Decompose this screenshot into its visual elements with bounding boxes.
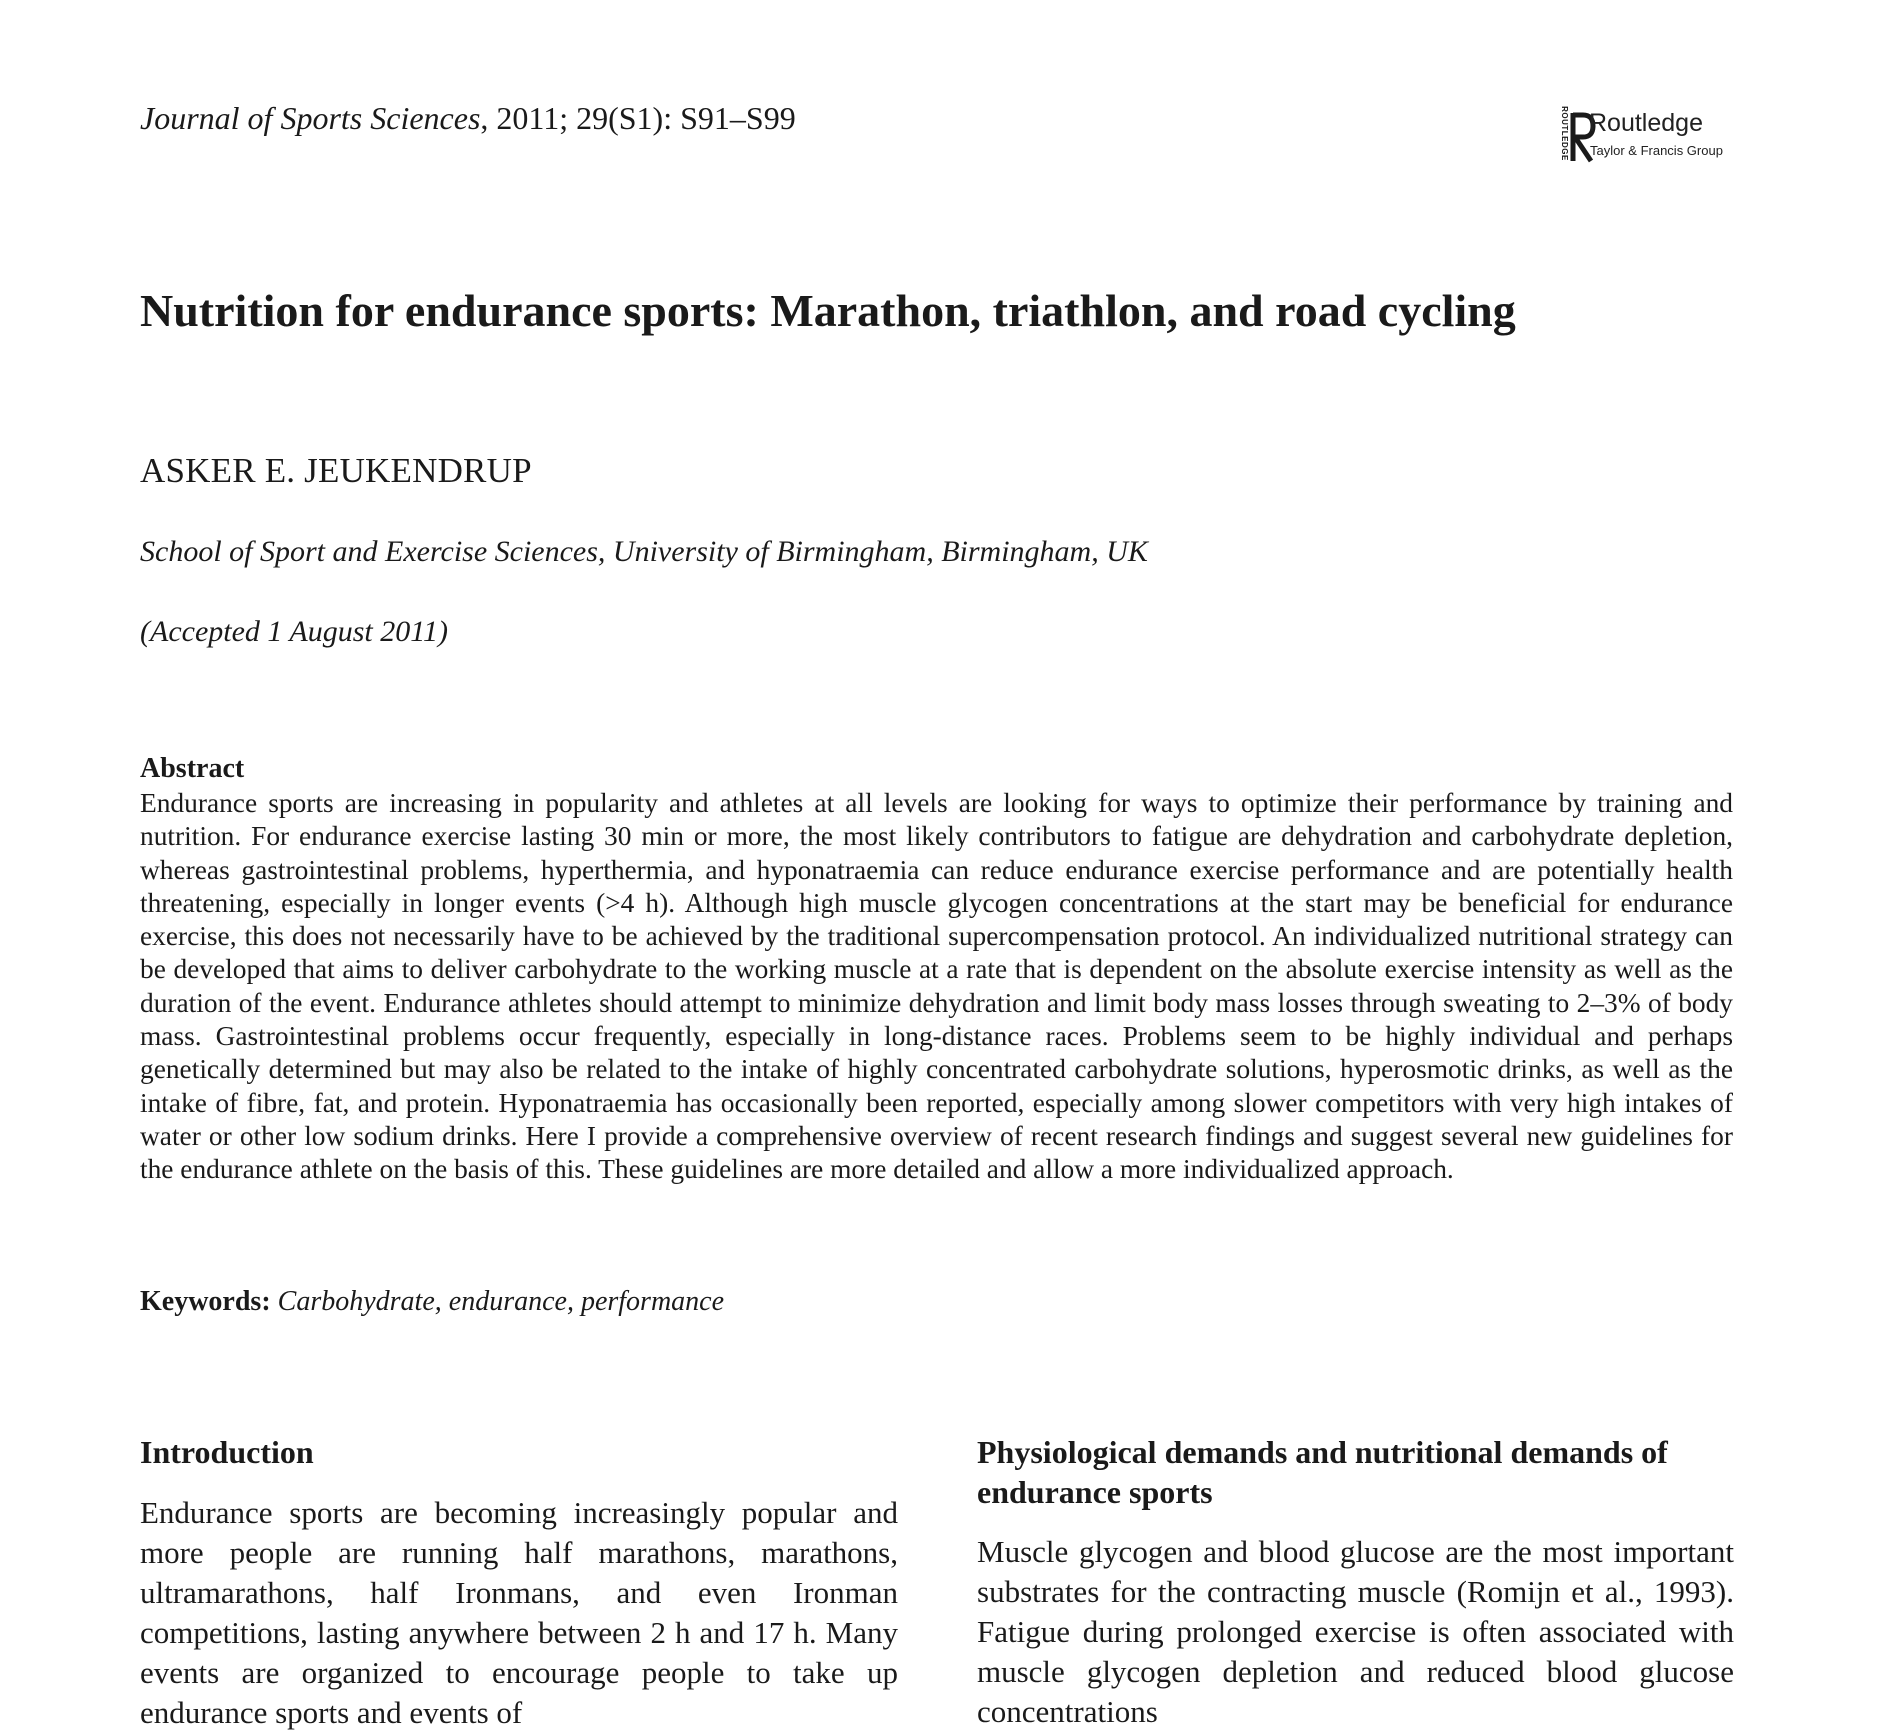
physiological-heading: Physiological demands and nutritional demands of endurance sports	[977, 1434, 1668, 1510]
abstract-text: Endurance sports are increasing in popularity and athletes at all levels are looking for ways to optimize their performance by training and nutrition. For endurance exercise lasting 30 min or more, the most likely contributors to fatigue are dehydration and carbohydrate depletion, whereas gastrointestinal problems, hyperthermia, and hyponatraemia can reduce endurance exercise performance and are potentially health threatening, especially in longer events (>4 h). Although high muscle glycogen concentrations at the start may be beneficial for endurance exercise, this does not necessarily have to be achieved by the traditional supercompensation protocol. An individualized nutritional strategy can be developed that aims to deliver carbohydrate to the working muscle at a rate that is dependent on the absolute exercise intensity as well as the duration of the event. Endurance athletes should attempt to minimize dehydration and limit body mass losses through sweating to 2–3% of body mass. Gastrointestinal problems occur frequently, especially in long-distance races. Problems seem to be highly individual and perhaps genetically determined but may also be related to the intake of highly concentrated carbohydrate solutions, hyperosmotic drinks, as well as the intake of fibre, fat, and protein. Hyponatraemia has occasionally been reported, especially among slower competitors with very high intakes of water or other low sodium drinks. Here I provide a comprehensive overview of recent research findings and suggest several new guidelines for the endurance athlete on the basis of this. These guidelines are more detailed and allow a more individualized approach.	[140, 788, 1733, 1185]
publisher-vertical-text: ROUTLEDGE	[1559, 106, 1569, 161]
keywords-line	[140, 1286, 724, 1318]
journal-citation	[140, 98, 796, 138]
journal-name: Journal of Sports Sciences	[140, 100, 481, 136]
article-title: Nutrition for endurance sports: Marathon, triathlon, and road cycling	[140, 285, 1516, 336]
author-affiliation: School of Sport and Exercise Sciences, University of Birmingham, Birmingham, UK	[140, 535, 1148, 568]
keywords-label: Keywords:	[140, 1286, 271, 1317]
accepted-date: (Accepted 1 August 2011)	[140, 615, 448, 648]
introduction-heading: Introduction	[140, 1434, 314, 1470]
journal-volume-pages: , 2011; 29(S1): S91–S99	[480, 100, 796, 136]
keywords-values: Carbohydrate, endurance, performance	[277, 1286, 725, 1317]
publisher-group: Taylor & Francis Group	[1590, 143, 1723, 158]
abstract-heading: Abstract	[140, 753, 245, 784]
introduction-text: Endurance sports are becoming increasingly popular and more people are running half marathons, marathons, ultramarathons, half Ironmans, and even Ironman competitions, lasting anywhere between 2 h and 17 h. Many events are organized to encourage people to take up endurance sports and events of	[140, 1495, 898, 1730]
author-name: ASKER E. JEUKENDRUP	[140, 451, 532, 490]
physiological-text: Muscle glycogen and blood glucose are the most important substrates for the contracting muscle (Romijn et al., 1993). Fatigue during prolonged exercise is often associated with muscle glycogen depletion and reduced blood glucose concentrations	[977, 1534, 1734, 1729]
publisher-name: Routledge	[1589, 109, 1703, 137]
